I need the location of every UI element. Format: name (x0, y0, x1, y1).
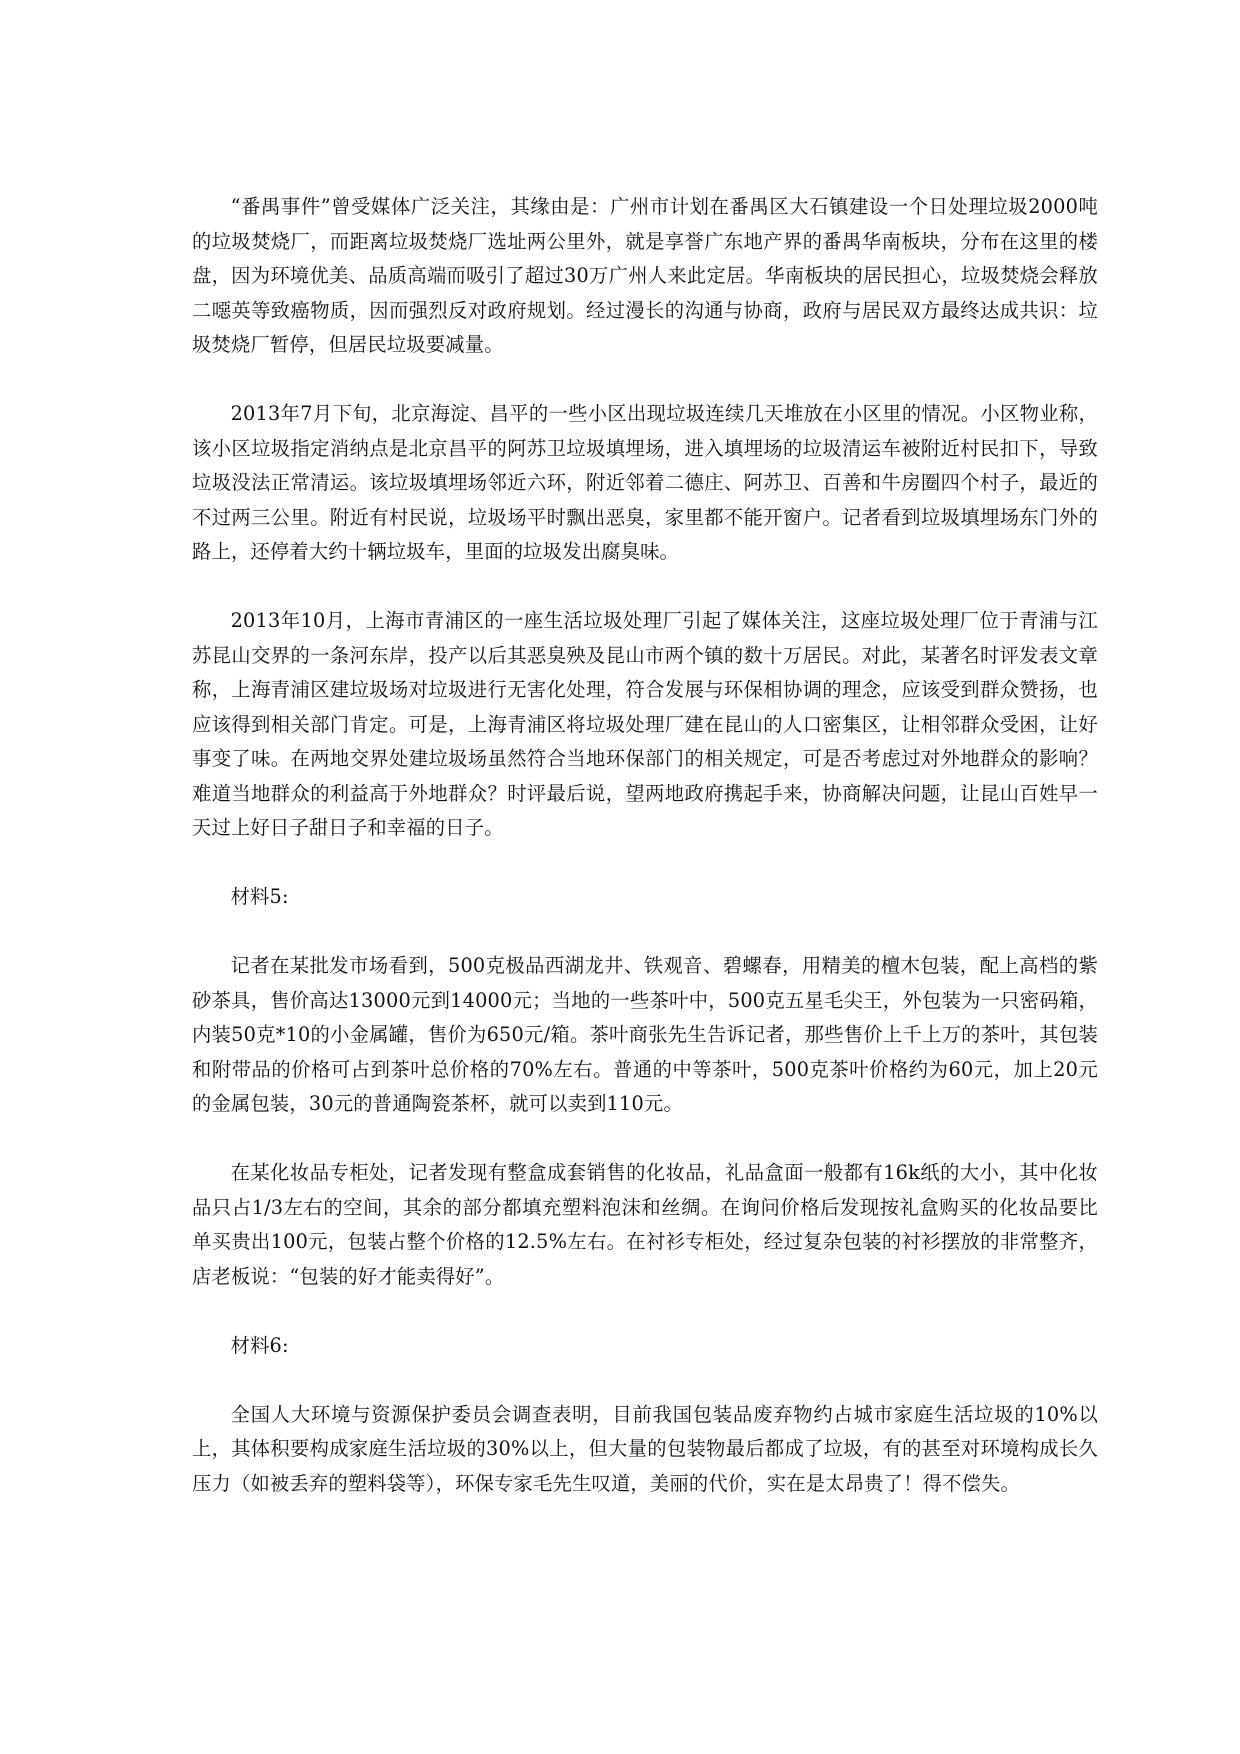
paragraph-tea-packaging: 记者在某批发市场看到，500克极品西湖龙井、铁观音、碧螺春，用精美的檀木包装，配上高档的紫砂茶具，售价高达13000元到14000元；当地的一些茶叶中，500克五星毛尖王，外包装为一只密码箱，内装50克*10的小金属罐，售价为650元/箱。茶叶商张先生告诉记者，那些售价上千上万的茶叶，其包装和附带品的价格可占到茶叶总价格的70%左右。普通的中等茶叶，500克茶叶价格约为60元，加上20元的金属包装，30元的普通陶瓷茶杯，就可以卖到110元。 (192, 954, 1098, 1115)
paragraph-cosmetics-packaging: 在某化妆品专柜处，记者发现有整盒成套销售的化妆品，礼品盒面一般都有16k纸的大小，其中化妆品只占1/3左右的空间，其余的部分都填充塑料泡沫和丝绸。在询问价格后发现按礼盒购买的化妆品要比单买贵出100元，包装占整个价格的12.5%左右。在衬衫专柜处，经过复杂包装的衬衫摆放的非常整齐，店老板说：“包装的好才能卖得好”。 (192, 1161, 1098, 1288)
paragraph-packaging-waste: 全国人大环境与资源保护委员会调查表明，目前我国包装品废弃物约占城市家庭生活垃圾的10%以上，其体积要构成家庭生活垃圾的30%以上，但大量的包装物最后都成了垃圾，有的甚至对环境构成长久压力（如被丢弃的塑料袋等），环保专家毛先生叹道，美丽的代价，实在是太昂贵了！得不偿失。 (192, 1402, 1098, 1495)
paragraph-beijing-landfill: 2013年7月下旬，北京海淀、昌平的一些小区出现垃圾连续几天堆放在小区里的情况。小区物业称，该小区垃圾指定消纳点是北京昌平的阿苏卫垃圾填埋场，进入填埋场的垃圾清运车被附近村民扣下，导致垃圾没法正常清运。该垃圾填埋场邻近六环，附近邻着二德庄、阿苏卫、百善和牛房圈四个村子，最近的不过两三公里。附近有村民说，垃圾场平时飘出恶臭，家里都不能开窗户。记者看到垃圾填埋场东门外的路上，还停着大约十辆垃圾车，里面的垃圾发出腐臭味。 (192, 402, 1098, 563)
document-body (192, 190, 1098, 1536)
material-6-heading: 材料6: (230, 1333, 289, 1357)
paragraph-shanghai-qingpu: 2013年10月，上海市青浦区的一座生活垃圾处理厂引起了媒体关注，这座垃圾处理厂位于青浦与江苏昆山交界的一条河东岸，投产以后其恶臭殃及昆山市两个镇的数十万居民。对此，某著名时评发表文章称，上海青浦区建垃圾场对垃圾进行无害化处理，符合发展与环保相协调的理念，应该受到群众赞扬，也应该得到相关部门肯定。可是，上海青浦区将垃圾处理厂建在昆山的人口密集区，让相邻群众受困，让好事变了味。在两地交界处建垃圾场虽然符合当地环保部门的相关规定，可是否考虑过对外地群众的影响？难道当地群众的利益高于外地群众？时评最后说，望两地政府携起手来，协商解决问题，让昆山百姓早一天过上好日子甜日子和幸福的日子。 (192, 609, 1098, 839)
paragraph-panyu-incident: “番禺事件”曾受媒体广泛关注，其缘由是：广州市计划在番禺区大石镇建设一个日处理垃圾2000吨的垃圾焚烧厂，而距离垃圾焚烧厂选址两公里外，就是享誉广东地产界的番禺华南板块，分布在这里的楼盘，因为环境优美、品质高端而吸引了超过30万广州人来此定居。华南板块的居民担心，垃圾焚烧会释放二噁英等致癌物质，因而强烈反对政府规划。经过漫长的沟通与协商，政府与居民双方最终达成共识：垃圾焚烧厂暂停，但居民垃圾要减量。 (192, 195, 1098, 356)
material-5-heading: 材料5: (230, 885, 289, 908)
